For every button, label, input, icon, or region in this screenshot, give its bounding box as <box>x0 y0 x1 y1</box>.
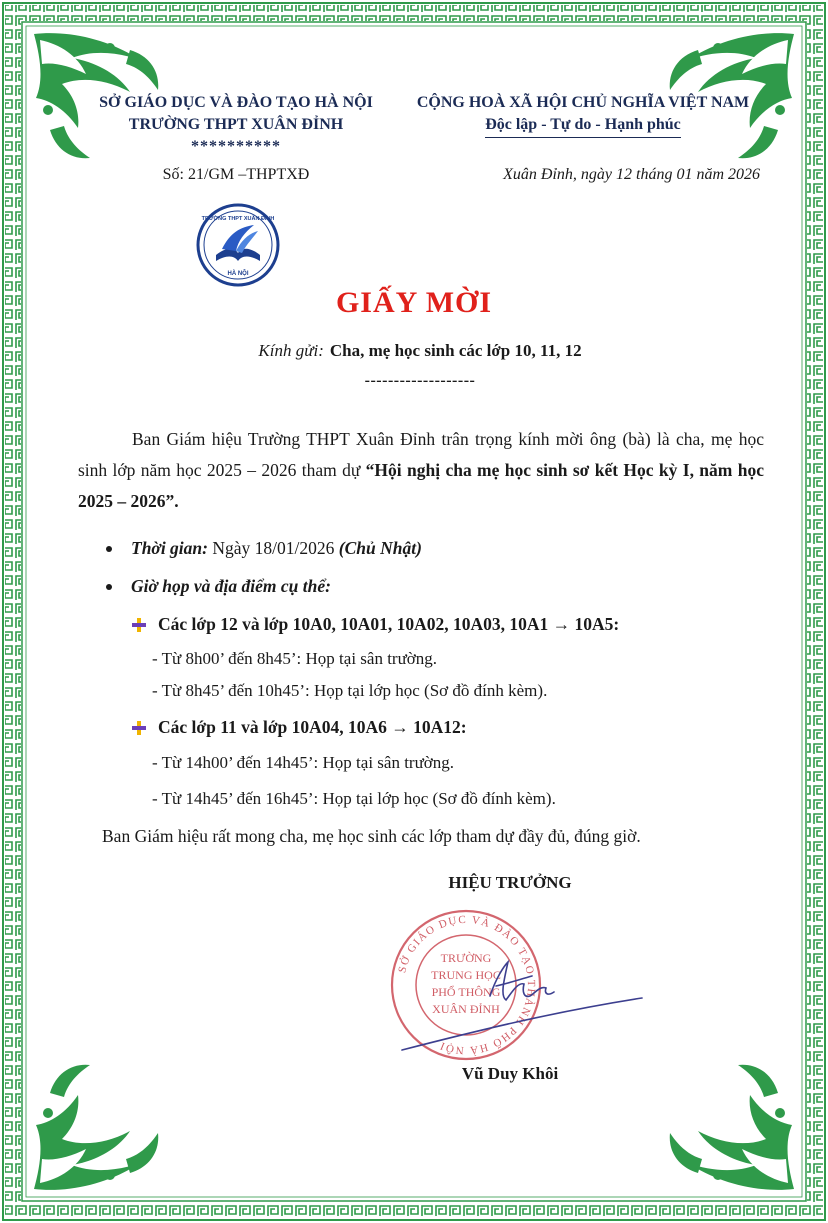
national-header <box>402 92 764 138</box>
bullet-dot <box>106 546 112 552</box>
signature-title: HIỆU TRƯỞNG <box>448 873 572 892</box>
schedule-label: Giờ họp và địa điểm cụ thể: <box>131 576 331 596</box>
issuing-authority <box>70 92 402 158</box>
bullet-dot <box>106 584 112 590</box>
school-name: TRƯỜNG THPT XUÂN ĐỈNH <box>128 116 344 133</box>
group-1-title: Các lớp 12 và lớp 10A0, 10A01, 10A02, 10A03, 10A1 → 10A5: <box>158 614 620 634</box>
national-title: CỘNG HOÀ XÃ HỘI CHỦ NGHĨA VIỆT NAM <box>416 94 750 111</box>
recipient-underline: ------------------- <box>364 372 476 389</box>
stamp-line-1: TRƯỜNG <box>440 951 492 965</box>
recipient-line <box>0 341 828 361</box>
time-value: Ngày 18/01/2026 <box>207 538 339 558</box>
stamp-line-2: TRUNG HỌC <box>431 968 501 982</box>
issue-date: Xuân Đỉnh, ngày 12 tháng 01 năm 2026 <box>503 166 760 183</box>
schedule-line: - Từ 14h00’ đến 14h45’: Họp tại sân trường. <box>152 753 455 772</box>
schedule-line: - Từ 8h00’ đến 8h45’: Họp tại sân trường. <box>152 649 438 668</box>
school-logo <box>196 203 280 287</box>
schedule-line: - Từ 8h45’ đến 10h45’: Họp tại lớp học (Sơ đồ đính kèm). <box>152 681 548 700</box>
time-label: Thời gian: <box>131 538 208 558</box>
plus-arrow-icon <box>131 720 147 736</box>
intro-paragraph <box>78 424 764 517</box>
group-2-title: Các lớp 11 và lớp 10A04, 10A6 → 10A12: <box>158 717 467 737</box>
document-number: Số: 21/GM –THPTXĐ <box>162 166 310 183</box>
stamp-line-4: XUÂN ĐỈNH <box>432 1002 500 1016</box>
plus-arrow-icon <box>131 617 147 633</box>
schedule-line: - Từ 14h45’ đến 16h45’: Họp tại lớp học (Sơ đồ đính kèm). <box>152 789 556 808</box>
official-stamp <box>372 900 652 1070</box>
separator-stars: ********** <box>191 138 281 155</box>
recipient-label: Kính gửi: <box>258 341 324 360</box>
document-title: GIẤY MỜI <box>335 286 493 319</box>
recipient-value: Cha, mẹ học sinh các lớp 10, 11, 12 <box>329 341 582 360</box>
national-motto: Độc lập - Tự do - Hạnh phúc <box>485 114 681 138</box>
stamp-line-3: PHỔ THÔNG <box>431 985 501 999</box>
time-day: (Chủ Nhật) <box>338 538 422 558</box>
principal-name: Vũ Duy Khôi <box>461 1064 559 1083</box>
logo-label-top: TRƯỜNG THPT XUÂN ĐỈNH <box>201 216 275 222</box>
event-name: “Hội nghị cha mẹ học sinh sơ kết Học kỳ I, năm học 2025 – 2026”. <box>78 460 764 511</box>
stamp-ring-text: SỞ GIÁO DỤC VÀ ĐÀO TẠO THÀNH PHỐ HÀ NỘI <box>396 913 538 1057</box>
closing-sentence: Ban Giám hiệu rất mong cha, mẹ học sinh các lớp tham dự đầy đủ, đúng giờ. <box>102 826 641 846</box>
logo-label-bottom: HÀ NỘI <box>227 271 249 277</box>
intro-text: Ban Giám hiệu Trường THPT Xuân Đỉnh trân trọng kính mời ông (bà) là cha, mẹ học sinh lớp năm học 2025 – 2026 tham dự <box>78 429 764 480</box>
department-name: SỞ GIÁO DỤC VÀ ĐÀO TẠO HÀ NỘI <box>99 94 373 111</box>
